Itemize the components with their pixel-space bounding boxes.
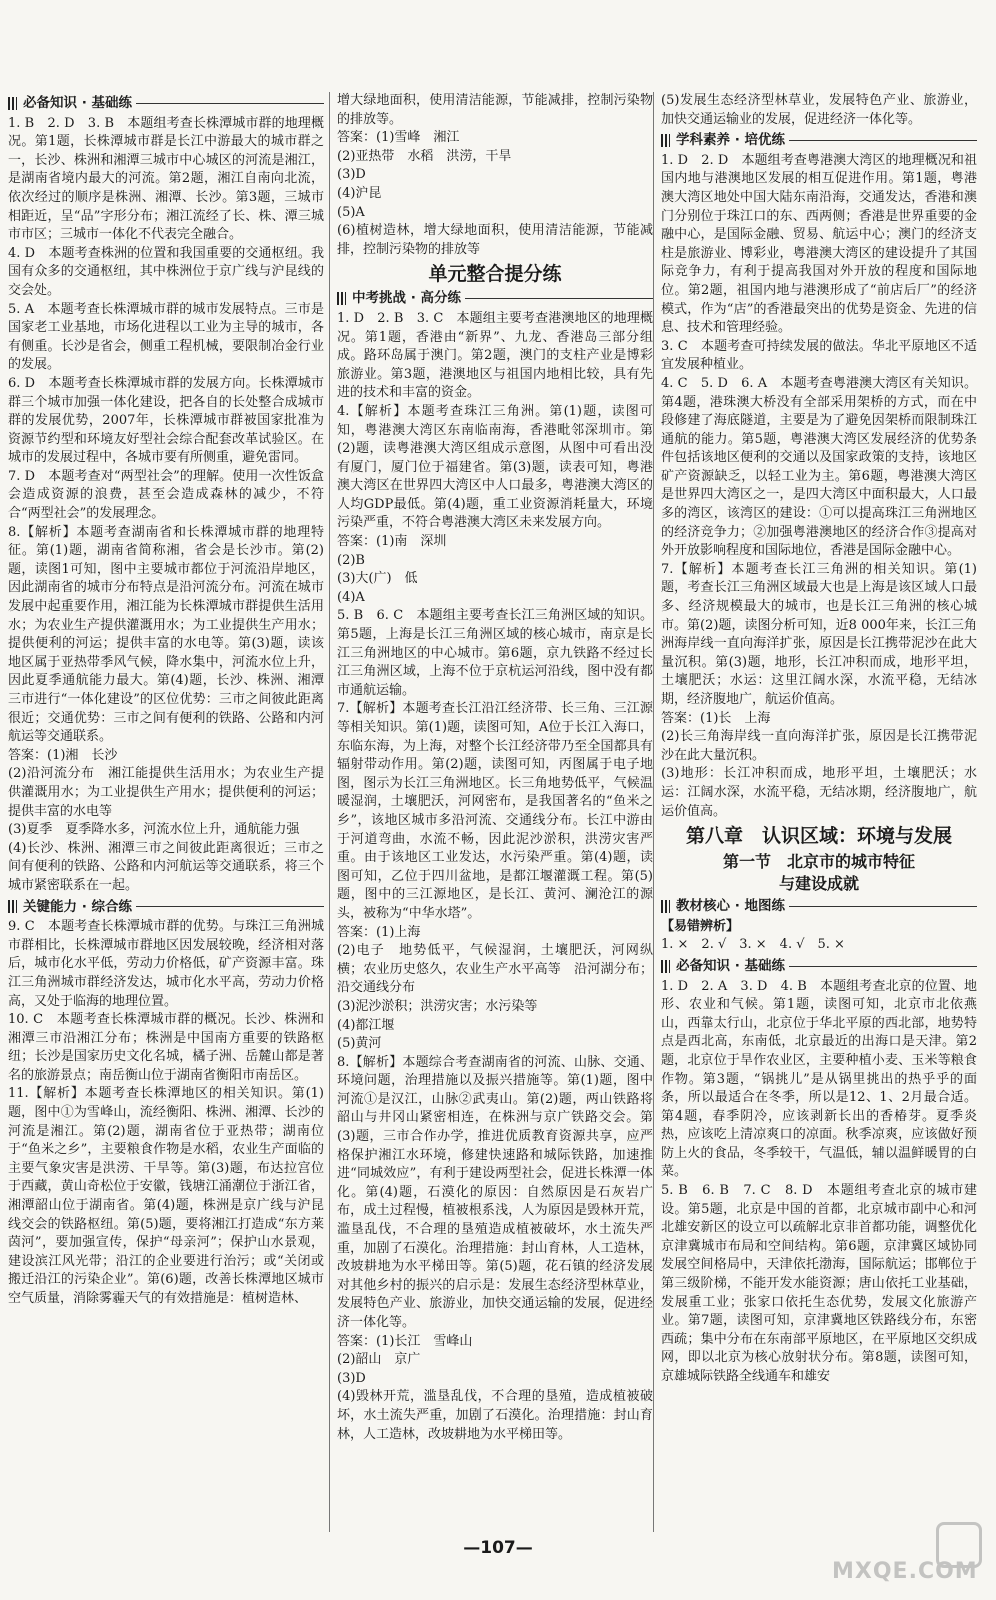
answer-paragraph: 答案：(1)长 上海 xyxy=(661,710,771,726)
answer-paragraph: (5)黄河 xyxy=(337,1036,382,1052)
chapter-heading: 单元整合提分练 xyxy=(428,263,562,286)
section-header xyxy=(8,94,324,113)
section-rule xyxy=(789,966,977,967)
answer-paragraph: (2)沿河流分布 湘江能提供生活用水；为农业生产提供灌溉用水；为工业提供生产用水；提供便利的河运；提供丰富的水电等 xyxy=(8,766,324,819)
answer-paragraph: 5. B 6. B 7. C 8. D 本题组考查北京的城市建设。第5题，北京是中国的首都，北京城市副中心和河北雄安新区的设立可以疏解北京非首都功能，调整优化京津冀城市布局和空间结构。第6题，京津冀区域协同发展空间格局中，天津依托渤海，国际航运；邯郸位于第三级阶梯，不能开发水能资源；唐山依托工业基础，发展重工业；张家口依托生态优势，发展文化旅游产业。第7题，读图可知，京津冀地区铁路线分布，东密西疏；集中分布在东南部平原地区，在平原地区交织成网，即以北京为核心放射状分布。第8题，读图可知，京雄城际铁路全线通车和雄安 xyxy=(661,1183,977,1384)
section-header xyxy=(337,289,653,308)
answer-paragraph: 答案：(1)上海 xyxy=(337,924,421,940)
answer-paragraph: 8.【解析】本题综合考查湖南省的河流、山脉、交通、环境问题，治理措施以及振兴措施等。第(1)题，图中河流①是汉江，山脉②武夷山。第(2)题，两山铁路将韶山与井冈山紧密相连，在株洲与京广铁路交会。第(3)题，三市合作办学，推进优质教育资源共享，应严格保护湘江水环境，修建快速路和城际铁路，加速推进“同城效应”，有利于建设两型社会，促进长株潭一体化。第(4)题，石漠化的原因：自然原因是石灰岩广布，成土过程慢，植被根系浅，人为原因是毁林开荒，滥垦乱伐，不合理的垦殖造成植被破坏，水土流失严重，加剧了石漠化。治理措施：封山育林，人工造林，改坡耕地为水平梯田等。第(5)题，花石镇的经济发展对其他乡村的振兴的启示是：发展生态经济型林草业，发展特色产业、旅游业，加快交通运输的发展，促进经济一体化等。 xyxy=(337,1054,653,1330)
column-right xyxy=(661,92,977,1532)
answer-paragraph: 答案：(1)雪峰 湘江 xyxy=(337,130,460,146)
section-rule xyxy=(465,298,653,299)
answer-paragraph: (2)B xyxy=(337,552,365,568)
answer-paragraph: 10. C 本题考查长株潭城市群的概况。长沙、株洲和湘潭三市沿湘江分布；株洲是中国南方重要的铁路枢纽；长沙是国家历史文化名城，橘子洲、岳麓山都是著名的旅游景点；南岳衡山位于湖南省衡阳市南岳区。 xyxy=(8,1012,324,1083)
column-left xyxy=(8,92,324,1532)
section-rule xyxy=(136,906,324,907)
answer-paragraph: (3)地形：长江冲积而成，地形平坦，土壤肥沃；水运：江阔水深，水流平稳，无结冰期，经济腹地广，航运价值高。 xyxy=(661,766,977,819)
answer-paragraph: 1. D 2. A 3. D 4. B 本题组考查北京的位置、地形、农业和气候。第1题，读图可知，北京市北依燕山，西靠太行山，北京位于华北平原的西北部，地势特点是西北高，东南低，北京最近的出海口是天津。第2题，北京位于旱作农业区，主要种植小麦、玉米等粮食作物。第3题，“锅挑儿”是从锅里挑出的热乎乎的面条，所以最适合在冬季，所以是12、1、2月最合适。第4题，春季阴冷，应该剥新长出的香椿芽。夏季炎热，应该吃上清凉爽口的凉面。秋季凉爽，应该做好预防上火的食品，冬季较干，气温低，辅以温鲜暖胃的白菜。 xyxy=(661,978,977,1180)
section-rule xyxy=(789,906,977,907)
answer-paragraph: (4)沪昆 xyxy=(337,185,382,201)
answer-paragraph: (3)大(广) 低 xyxy=(337,571,418,587)
box-label: 【易错辨析】 xyxy=(661,918,740,934)
watermark-text: MXQE.COM xyxy=(832,1559,978,1584)
section-bar-icon xyxy=(337,292,346,305)
section-bar-icon xyxy=(661,960,670,973)
answer-paragraph: 8.【解析】本题考查湖南省和长株潭城市群的地理特征。第(1)题，湖南省简称湘，省会是长沙市。第(2)题，读图1可知，图中主要城市都位于河流沿岸地区，因此湖南省的城市分布特点是沿河流分布。河流在城市发展中起重要作用，湘江能为长株潭城市群提供生活用水；为农业生产提供灌溉用水；为工业提供生产用水；提供便利的河运；提供丰富的水电等。第(3)题，读该地区属于亚热带季风气候，降水集中，河流水位上升，因此夏季通航能力最大。第(4)题，长沙、株洲、湘潭三市进行“一体化建设”的区位优势：三市之间彼此距离很近；交通优势：三市之间有便利的铁路、公路和内河航运等交通联系。 xyxy=(8,524,324,745)
answer-paragraph: 答案：(1)南 深圳 xyxy=(337,534,447,550)
answer-paragraph: 答案：(1)湘 长沙 xyxy=(8,747,118,763)
answer-paragraph: (3)D xyxy=(337,167,366,183)
section-rule xyxy=(136,103,324,104)
answer-paragraph: (4)都江堰 xyxy=(337,1017,395,1033)
chapter-heading: 第八章 认识区域：环境与发展 xyxy=(685,825,952,848)
watermark-logo xyxy=(832,1522,982,1584)
answer-paragraph: 3. C 本题考查可持续发展的做法。华北平原地区不适宜发展种植业。 xyxy=(661,338,977,373)
answer-paragraph: 6. D 本题考查长株潭城市群的发展方向。长株潭城市群三个城市加强一体化建设，把各自的长处整合成城市群的发展优势，2007年，长株潭城市群被国家批准为资源节约型和环境友好型社会综合配套改革试验区。在城市的发展过程中，各城市要有所侧重，避免雷同。 xyxy=(8,375,324,466)
answer-paragraph: 5. A 本题考查长株潭城市群的城市发展特点。三市是国家老工业基地，市场化进程以工业为主导的城市，各有侧重。长沙是省会，侧重工程机械，要限制冶金行业的发展。 xyxy=(8,301,324,373)
section-header xyxy=(661,897,977,916)
answer-paragraph: 增大绿地面积，使用清洁能源，节能减排，控制污染物的排放等。 xyxy=(337,93,653,127)
section-heading: 第一节 北京市的城市特征 xyxy=(722,852,915,872)
section-bar-icon xyxy=(8,900,17,913)
answer-paragraph: (3)夏季 夏季降水多，河流水位上升，通航能力强 xyxy=(8,822,300,838)
answer-paragraph: (4)毁林开荒，滥垦乱伐，不合理的垦殖，造成植被破坏，水土流失严重，加剧了石漠化。治理措施：封山育林，人工造林，改坡耕地为水平梯田等。 xyxy=(337,1389,653,1442)
section-bar-icon xyxy=(661,900,670,913)
answer-paragraph: 1. D 2. B 3. C 本题组主要考查港澳地区的地理概况。第1题，香港由“新界”、九龙、香港岛三部分组成。路环岛属于澳门。第2题，澳门的支柱产业是博彩旅游业。第3题，港澳地区与祖国内地相比较，具有先进的技术和丰富的资金。 xyxy=(337,310,653,401)
answer-paragraph: (2)电子 地势低平，气候湿润，土壤肥沃，河网纵横；农业历史悠久，农业生产水平高等 沿河湖分布；沿交通线分布 xyxy=(337,943,653,996)
answer-paragraph: 7.【解析】本题考查长江沿江经济带、长三角、三江源等相关知识。第(1)题，读图可知，A位于长江入海口，东临东海，为上海，对整个长江经济带乃至全国都具有辐射带动作用。第(2)题，读图可知，丙图属于电子地图，图示为长江三角洲地区。长三角地势低平，气候温暖湿润，土壤肥沃，河网密布，是我国著名的“鱼米之乡”，该地区城市多沿河流、交通线分布。长江中游由于河道弯曲，水流不畅，因此泥沙淤积，洪涝灾害严重。由于该地区工业发达，水污染严重。第(4)题，读图可知，乙位于四川盆地，是都江堰灌溉工程。第(5)题，图中的三江源地区，是长江、黄河、澜沧江的源头，被称为“中华水塔”。 xyxy=(337,701,653,921)
section-title: 必备知识 · 基础练 xyxy=(676,957,786,974)
section-title: 必备知识 · 基础练 xyxy=(23,95,133,111)
answer-paragraph: 1. D 2. D 本题组考查粤港澳大湾区的地理概况和祖国内地与港澳地区发展的相互促进作用。第1题，粤港澳大湾区地处中国大陆东南沿海，交通发达，香港和澳门分别位于珠江口的东、西两侧；香港是世界重要的金融中心，是国际金融、贸易、航运中心；澳门的经济支柱是旅游业、博彩业，粤港澳大湾区的建设提升了其国际竞争力，有利于提高我国对外开放的程度和国际地位。第2题，祖国内地与港澳形成了“前店后厂”的经济模式，作为“店”的香港最突出的优势是资金、先进的信息、技术和管理经验。 xyxy=(661,152,977,336)
answer-paragraph: 4. C 5. D 6. A 本题考查粤港澳大湾区有关知识。第4题，港珠澳大桥没有全部采用架桥的方式，而在中段修建了海底隧道，主要是为了避免因架桥而限制珠江通航的能力。第5题，粤港澳大湾区发展经济的优势条件包括该地区便利的交通以及国家政策的支持，该地区矿产资源缺乏，以轻工业为主。第6题，粤港澳大湾区是世界四大湾区之一，是四大湾区中面积最大，人口最多的湾区，该湾区的建设：①可以提高珠江三角洲地区的经济竞争力；②加强粤港澳地区的经济合作③提高对外开放影响程度和国际地位，香港是国际金融中心。 xyxy=(661,375,977,559)
answer-paragraph: (2)韶山 京广 xyxy=(337,1352,421,1368)
section-header xyxy=(661,131,977,150)
column-divider xyxy=(329,92,330,1532)
section-heading: 与建设成就 xyxy=(778,874,859,894)
column-middle xyxy=(337,92,653,1532)
answer-paragraph: 4. D 本题考查株洲的位置和我国重要的交通枢纽。我国有众多的交通枢纽，其中株洲位于京广线与沪昆线的交会处。 xyxy=(8,245,324,298)
answer-paragraph: (4)A xyxy=(337,589,365,605)
answer-paragraph: (2)亚热带 水稻 洪涝，干旱 xyxy=(337,148,512,164)
answer-paragraph: 1. × 2. √ 3. × 4. √ 5. × xyxy=(661,937,845,953)
answer-paragraph: 5. B 6. C 本题组主要考查长江三角洲区域的知识。第5题，上海是长江三角洲区域的核心城市，南京是长江三角洲地区的中心城市。第6题，京九铁路不经过长江三角洲区域，上海不位于京杭运河沿线，图中没有都市通航运输。 xyxy=(337,608,653,698)
section-title: 教材核心 · 地图练 xyxy=(676,898,786,915)
section-title: 中考挑战 · 高分练 xyxy=(352,290,462,307)
section-title: 关键能力 · 综合练 xyxy=(23,898,133,915)
section-rule xyxy=(789,140,977,141)
answer-paragraph: 7. D 本题考查对“两型社会”的理解。使用一次性饭盒会造成资源的浪费，甚至会造成森林的减少，不符合“两型社会”的发展理念。 xyxy=(8,468,324,522)
answer-paragraph: (3)D xyxy=(337,1370,366,1386)
answer-paragraph: 7.【解析】本题考查长江三角洲的相关知识。第(1)题，考查长江三角洲区域最大也是上海是该区域人口最多、经济规模最大的城市，也是长江三角洲的核心城市。第(2)题，读图分析可知，近8 000年来，长江三角洲海岸线一直向海洋扩张，原因是长江携带泥沙在此大量沉积。第(3)题，地形，长江冲积而成，地形平坦，土壤肥沃；水运：这里江阔水深，水流平稳，无结冰期，经济腹地广，航运价值高。 xyxy=(661,561,977,707)
answer-paragraph: (6)植树造林，增大绿地面积，使用清洁能源，节能减排，控制污染物的排放等 xyxy=(337,223,653,257)
answer-paragraph: 4.【解析】本题考查珠江三角洲。第(1)题，读图可知，粤港澳大湾区东南临南海，香港毗邻深圳市。第(2)题，读粤港澳大湾区组成示意图，从图中可看出没有厦门，厦门位于福建省。第(3)题，读表可知，粤港澳大湾区在世界四大湾区中人口最多，粤港澳大湾区的人均GDP最低。第(4)题，重工业资源消耗量大，环境污染严重，不符合粤港澳大湾区未来发展方向。 xyxy=(337,403,653,531)
answer-paragraph: (2)长三角海岸线一直向海洋扩张，原因是长江携带泥沙在此大量沉积。 xyxy=(661,729,977,763)
answer-paragraph: 答案：(1)长江 雪峰山 xyxy=(337,1333,473,1349)
section-bar-icon xyxy=(8,97,17,110)
answer-paragraph: 9. C 本题考查长株潭城市群的优势。与珠江三角洲城市群相比，长株潭城市群地区因发展较晚，经济相对落后，城市化水平低，劳动力价格低，矿产资源丰富。珠江三角洲城市群经济发达，城市化水平高，劳动力价格高，又处于临海的地理位置。 xyxy=(8,919,324,1009)
answer-paragraph: 1. B 2. D 3. B 本题组考查长株潭城市群的地理概况。第1题，长株潭城市群是长江中游最大的城市群之一，长沙、株洲和湘潭三城市中心城区的河流是湘江，是湖南省境内最大的河流。第2题，湘江自南向北流，依次经过的顺序是株洲、湘潭、长沙。第3题，三城市相距近，呈“品”字形分布；湘江流经了长、株、潭三城市市区；三城市一体化不代表完全融合。 xyxy=(8,115,324,243)
answer-paragraph: (5)A xyxy=(337,204,365,220)
page-number: —107— xyxy=(463,1538,533,1558)
section-header xyxy=(661,957,977,976)
answer-paragraph: (4)长沙、株洲、湘潭三市之间彼此距离很近；三市之间有便利的铁路、公路和内河航运等交通联系，将三个城市紧密联系在一起。 xyxy=(8,840,324,893)
answer-paragraph: 11.【解析】本题考查长株潭地区的相关知识。第(1)题，图中①为雪峰山，流经衡阳、株洲、湘潭、长沙的河流是湘江。第(2)题，湖南省位于亚热带；湖南位于“鱼米之乡”，主要粮食作物是水稻，农业生产面临的主要气象灾害是洪涝、干旱等。第(3)题，布达拉宫位于西藏，黄山奇松位于安徽，钱塘江涌潮位于浙江省，湘潭韶山位于湖南省。第(4)题，株洲是京广线与沪昆线交会的铁路枢纽。第(5)题，要将湘江打造成“东方莱茵河”，要加强宣传，保护“母亲河”；保护山水景观，建设滨江风光带；沿江的企业要进行治污；或“关闭或搬迁沿江的污染企业”。第(6)题，改善长株潭地区城市空气质量，消除雾霾天气的有效措施是：植树造林、 xyxy=(8,1086,324,1306)
section-header xyxy=(8,898,324,917)
section-bar-icon xyxy=(661,134,670,147)
answer-paragraph: (5)发展生态经济型林草业，发展特色产业、旅游业，加快交通运输业的发展，促进经济一体化等。 xyxy=(661,93,977,127)
section-title: 学科素养 · 培优练 xyxy=(676,132,786,149)
column-divider xyxy=(653,92,654,1532)
answer-paragraph: (3)泥沙淤积；洪涝灾害；水污染等 xyxy=(337,998,538,1014)
